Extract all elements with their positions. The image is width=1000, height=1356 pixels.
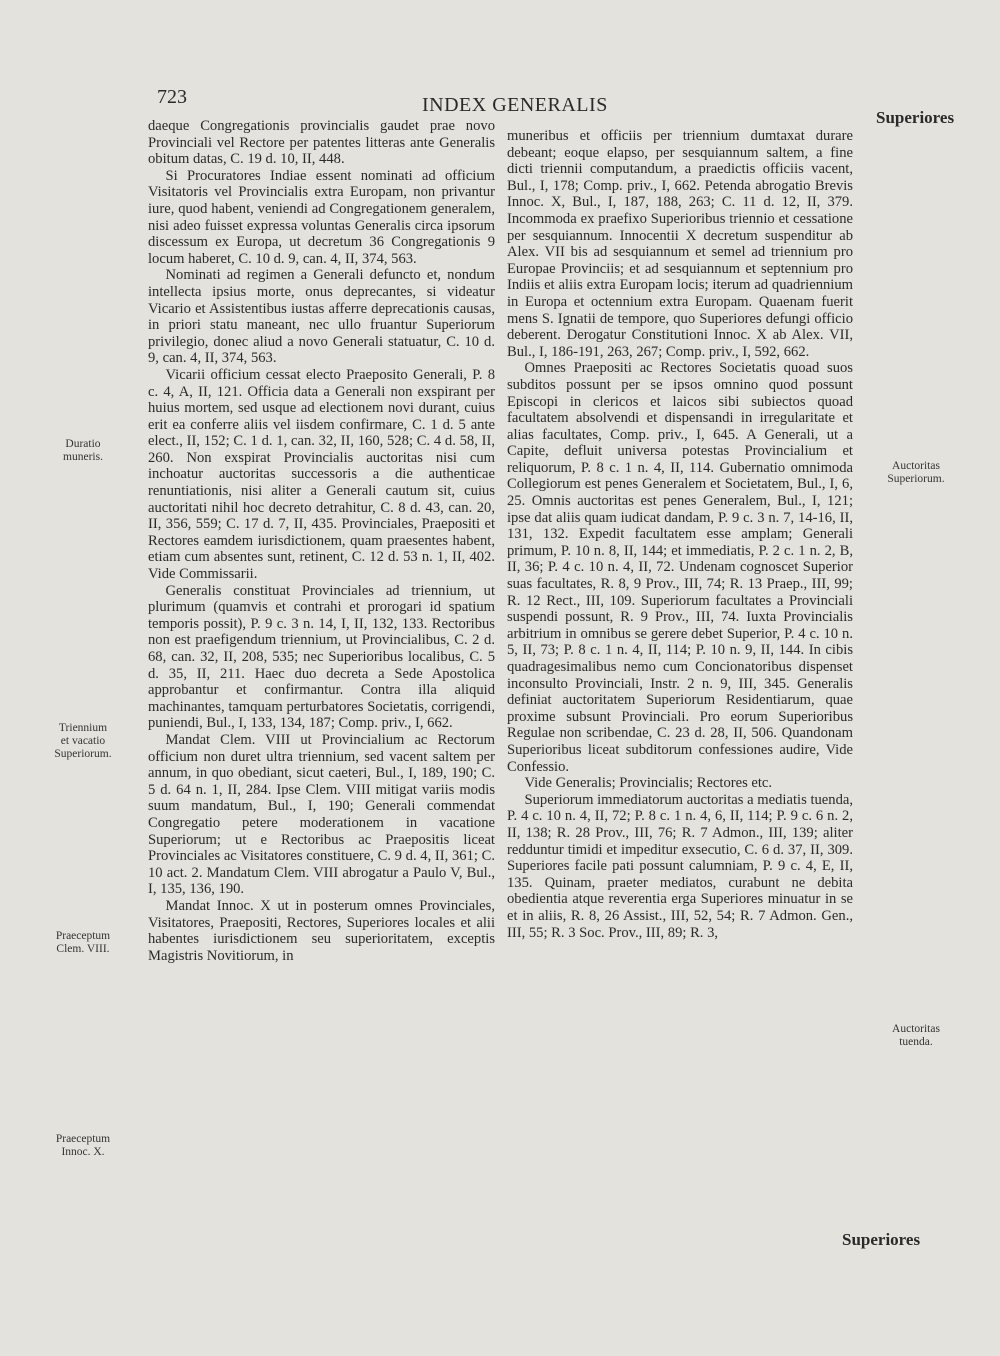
margin-note-line: Auctoritas: [892, 1023, 940, 1035]
paragraph: Nominati ad regimen a Generali defuncto et, nondum intellecta ipsius morte, onus deprecantes, si videatur Vicario et Assistentibus iustas afferre deprecationis causas, in priori statu maneant, nec ullo fruantur Superiorum privilegio, donec aliud a novo Generali statuatur, C. 10 d. 9, can. 4, II, 374, 563.: [148, 267, 495, 367]
paragraph: Vide Generalis; Provincialis; Rectores etc.: [524, 775, 773, 792]
margin-note-line: Praeceptum: [55, 930, 111, 942]
margin-note-line: Praeceptum: [55, 1133, 111, 1145]
right-column: [507, 128, 853, 941]
left-column: [148, 118, 495, 964]
paragraph: Mandat Innoc. X ut in posterum omnes Provinciales, Visitatores, Praepositi, Rectores, Superiores locales et alii habentes iurisdictionem seu superioritatem, exceptis Magistris Novitiorum, in: [148, 897, 495, 964]
margin-note-line: Auctoritas: [892, 460, 940, 472]
paragraph: Generalis constituat Provinciales ad triennium, ut plurimum (quamvis et contrahi et prorogari id spatium temporis possit), P. 9 c. 3 n. 14, I, II, 132, 133. Rectoribus non est praefigendum triennium, ut Provincialibus, C. 2 d. 68, can. 32, II, 208, 535; nec Superioribus localibus, C. 5 d. 35, II, 211. Haec duo decreta a Sede Apostolica approbantur et confirmantur. Contra illa aliquid machinantes, tamquam perturbatores Societatis, corrigendi, puniendi, Bul., I, 133, 134, 187; Comp. priv., I, 662.: [148, 582, 495, 732]
paragraph: Mandat Clem. VIII ut Provincialium ac Rectorum officium non duret ultra triennium, sed vacent saltem per annum, in quo obediant, sicut caeteri, Bul., I, 189, 190; C. 5 d. 64 n. 1, II, 284. Ipse Clem. VIII mitigat variis modis suum mandatum, Bul., I, 190; Generali commendat Congregatio petere moderationem in vacatione Superiorum; ut e Rectoribus ac Praepositis liceat Provinciales ac Visitatores constituere, C. 9 d. 4, II, 361; C. 10 act. 2. Mandatum Clem. VIII abrogatur a Paulo V, Bul., I, 135, 136, 190.: [148, 731, 495, 898]
margin-note-triennium: [33, 722, 133, 761]
margin-note-auctoritas: [866, 460, 966, 486]
running-title: INDEX GENERALIS: [422, 94, 608, 116]
margin-note-line: Innoc. X.: [61, 1146, 105, 1158]
margin-note-line: Superiorum.: [887, 473, 945, 485]
margin-note-praeceptum-clem: [33, 930, 133, 956]
margin-note-line: tuenda.: [899, 1036, 933, 1048]
paragraph: Superiorum immediatorum auctoritas a mediatis tuenda, P. 4 c. 10 n. 4, II, 72; P. 8 c. 1 n. 4, 6, II, 114; P. 9 c. 6 n. 2, II, 138; R. 28 Prov., III, 76; R. 7 Admon., III, 139; aliter redduntur timidi et impeditur exsecutio, C. 6 d. 37, II, 309. Superiores facile pati possunt calumniam, P. 9 c. 4, E, II, 135. Quinam, praeter mediatos, curabunt ne debita obedientia atque reverentia erga Superiores minuatur in se et in aliis, R. 8, 26 Assist., III, 52, 54; R. 7 Admon. Gen., III, 55; R. 3 Soc. Prov., III, 89; R. 3,: [507, 791, 853, 941]
paragraph: daeque Congregationis provincialis gaudet prae novo Provinciali vel Rectore per patentes litteras ante Generalis obitum datas, C. 19 d. 10, II, 448.: [148, 118, 495, 168]
margin-note-praeceptum-innoc: [33, 1133, 133, 1159]
margin-note-line: et vacatio: [60, 735, 106, 747]
margin-note-line: Superiorum.: [54, 748, 112, 760]
margin-note-line: Clem. VIII.: [56, 943, 110, 955]
margin-note-auctoritas-tuenda: [866, 1023, 966, 1049]
margin-note-line: Triennium: [58, 722, 108, 734]
paragraph: Si Procuratores Indiae essent nominati ad officium Visitatoris vel Provincialis extra Europam, non privantur iure, quod habent, veniendi ad Congregationem generalem, nisi adeo fuisset expressa voluntas Generalis circa ipsorum discessum ex Europa, ut decretum 36 Congregationis 9 locum haberet, C. 10 d. 9, can. 4, II, 374, 563.: [148, 167, 495, 267]
margin-note-duratio: [33, 438, 133, 464]
page-number: 723: [157, 86, 187, 108]
paragraph: Vicarii officium cessat electo Praeposito Generali, P. 8 c. 4, A, II, 121. Officia data a Generali non exspirant per huius mortem, sed usque ad electionem novi durant, cuius erit ea conferre aliis vel iisdem confirmare, C. 1 d. 5 ante elect., II, 152; C. 1 d. 1, can. 32, II, 160, 528; C. 4 d. 58, II, 260. Non exspirat Provincialis auctoritas nisi cum inchoatur auctoritas successoris a die authenticae renuntiationis, nisi aliter a Generali cautum sit, cuius auctoritati nihil hoc decreto detrahitur, C. 8 d. 43, can. 20, II, 356, 559; C. 17 d. 7, II, 435. Provinciales, Praepositi et Rectores eamdem iurisdictionem, quam praesentes habent, etiam cum absentes sunt, retinent, C. 12 d. 53 n. 1, II, 402. Vide Commissarii.: [148, 366, 495, 583]
margin-note-line: muneris.: [63, 451, 103, 463]
margin-note-line: Duratio: [65, 438, 101, 450]
paragraph: Omnes Praepositi ac Rectores Societatis quoad suos subditos possunt per se ipsos omnino quod possunt Episcopi in clericos et laicos sibi subiectos quoad facultatem absolvendi et dispensandi in irregularitate et alias facultates, Comp. priv., I, 645. A Generali, ut a Capite, defluit universa potestas Provincialium et reliquorum, P. 8 c. 1 n. 4, II, 114. Gubernatio omnimoda Collegiorum est penes Generalem et Societatem, Bul., I, 6, 25. Omnis auctoritas est penes Generalem, Bul., I, 121; ipse dat aliis quam iudicat dandam, P. 9 c. 3 n. 7, 14-16, II, 131, 132. Expedit facultatem esse amplam; Generali primum, P. 10 n. 8, II, 144; et immediatis, P. 2 c. 1 n. 2, B, II, 36; P. 4 c. 10 n. 4, II, 72. Undenam cognoscet Superior suas facultates, R. 8, 9 Prov., III, 74; R. 13 Praep., III, 99; R. 12 Rect., III, 109. Superiorum facultates a Provinciali suspendi possunt, R. 9 Prov., III, 74. Iuxta Provincialis arbitrium in omnibus se gerere debet Superior, P. 4 c. 10 n. 5, II, 73; P. 8 c. 1 n. 4, II, 114; P. 10 n. 9, II, 144. In cibis quadragesimalibus nemo cum Concionatoribus dispenset inconsulto Provinciali, Instr. 2 n. 9, III, 345. Generalis definiat auctoritatem Superiorum Residentiarum, quae proxime subsunt Provinciali. Pro eorum Superioribus Regulae non scribendae, C. 23 d. 28, II, 506. Quandonam Superioribus liceat subditorum confessiones audire, Vide Confessio.: [507, 360, 853, 775]
catchword-top: Superiores: [876, 108, 955, 127]
catchword-bottom: Superiores: [842, 1230, 921, 1249]
paragraph: muneribus et officiis per triennium dumtaxat durare debeant; eoque elapso, per sesquiannum saltem, a fine dicti triennii computandum, a praedictis officiis vacent, Bul., I, 178; Comp. priv., I, 662. Petenda abrogatio Brevis Innoc. X, Bul., I, 187, 188, 263; C. 11 d. 12, II, 379. Incommoda ex praefixo Superioribus triennio et cessatione per sesquiannum. Innocentii X decretum suspenditur ab Alex. VII bis ad sesquiannum et semel ad triennium pro Europae Provinciis; et ad sesquiannum et septennium pro Indiis et aliis extra Europam locis; iterum ad quadriennium in Europa et octennium extra Europam. Quaenam fuerit mens S. Ignatii de tempore, quo Superiores defungi officio deberent. Derogatur Constitutioni Innoc. X ab Alex. VII, Bul., I, 186-191, 263, 267; Comp. priv., I, 592, 662.: [507, 128, 853, 360]
